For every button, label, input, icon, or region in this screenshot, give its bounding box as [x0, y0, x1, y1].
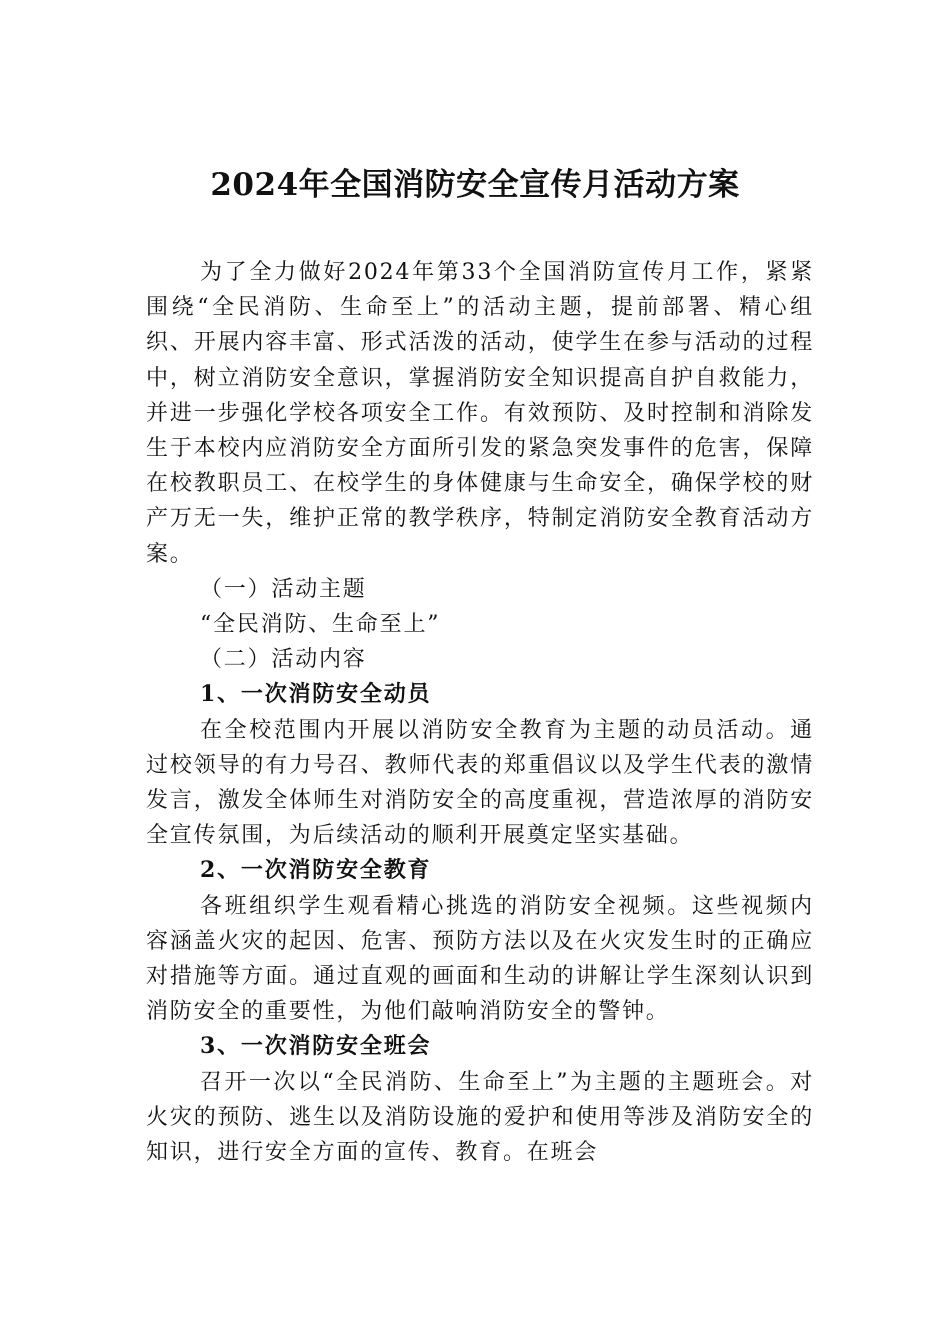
mobilization-paragraph: 在全校范围内开展以消防安全教育为主题的动员活动。通过校领导的有力号召、教师代表的郑重倡议以及学生代表的激情发言，激发全体师生对消防安全的高度重视，营造浓厚的消防安全宣传氛围，为后续活动的顺利开展奠定坚实基础。 [146, 717, 814, 849]
section-heading-content: （二）活动内容 [200, 647, 367, 673]
document-body [146, 255, 814, 1170]
subheading-education: 2、一次消防安全教育 [200, 857, 432, 884]
subheading-mobilization: 1、一次消防安全动员 [200, 681, 432, 708]
class-meeting-paragraph: 召开一次以“全民消防、生命至上”为主题的主题班会。对火灾的预防、逃生以及消防设施的爱护和使用等涉及消防安全的知识，进行安全方面的宣传、教育。在班会 [146, 1069, 814, 1166]
document-title: 2024年全国消防安全宣传月活动方案 [210, 167, 740, 203]
theme-text: “全民消防、生命至上” [200, 612, 441, 638]
education-paragraph: 各班组织学生观看精心挑选的消防安全视频。这些视频内容涵盖火灾的起因、危害、预防方法以及在火灾发生时的正确应对措施等方面。通过直观的画面和生动的讲解让学生深刻认识到消防安全的重要性，为他们敲响消防安全的警钟。 [146, 893, 814, 1025]
section-heading-theme: （一）活动主题 [200, 576, 367, 602]
intro-paragraph: 为了全力做好2024年第33个全国消防宣传月工作，紧紧围绕“全民消防、生命至上”的活动主题，提前部署、精心组织、开展内容丰富、形式活泼的活动，使学生在参与活动的过程中，树立消防安全意识，掌握消防安全知识提高自护自救能力，并进一步强化学校各项安全工作。有效预防、及时控制和消除发生于本校内应消防安全方面所引发的紧急突发事件的危害，保障在校教职员工、在校学生的身体健康与生命安全，确保学校的财产万无一失，维护正常的教学秩序，特制定消防安全教育活动方案。 [146, 260, 814, 567]
subheading-class-meeting: 3、一次消防安全班会 [200, 1033, 432, 1060]
